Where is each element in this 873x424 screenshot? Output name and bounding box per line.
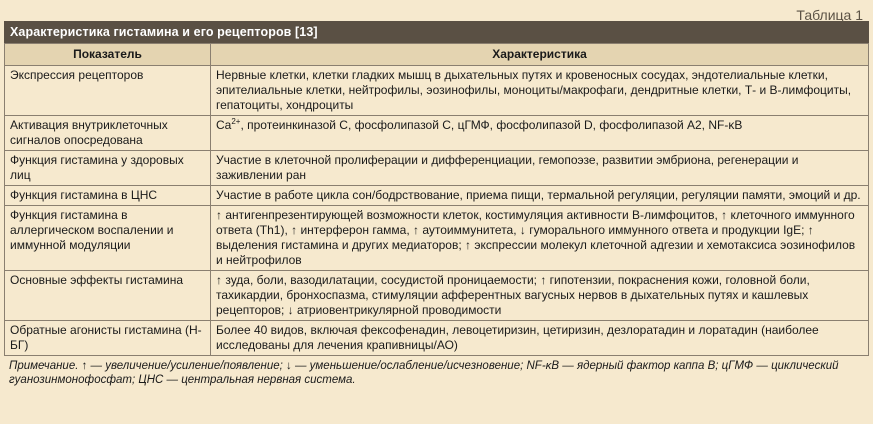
- table-row: [5, 186, 869, 206]
- row-indicator: Функция гистамина у здоровых лиц: [5, 151, 211, 186]
- row-indicator: Функция гистамина в аллергическом воспалении и иммунной модуляции: [5, 206, 211, 271]
- table-number-label: Таблица 1: [796, 7, 863, 23]
- table-footnote: Примечание. ↑ — увеличение/усиление/появление; ↓ — уменьшение/ослабление/исчезновение; NF-κB — ядерный фактор каппа В; цГМФ — циклический гуанозинмонофосфат; ЦНС — центральная нервная система.: [9, 360, 839, 386]
- header-row: [5, 44, 869, 66]
- row-indicator: Активация внутриклеточных сигналов опосредована: [5, 116, 211, 151]
- table-row: [5, 206, 869, 271]
- row-description: Более 40 видов, включая фексофенадин, левоцетиризин, цетиризин, дезлоратадин и лоратадин (наиболее исследованы для лечения крапивницы/АО): [211, 321, 869, 356]
- row-description: Нервные клетки, клетки гладких мышц в дыхательных путях и кровеносных сосудах, эндотелиальные клетки, эпителиальные клетки, нейтрофилы, эозинофилы, моноциты/макрофаги, дендритные клетки, Т- и В-лимфоциты, гепатоциты, хондроциты: [211, 66, 869, 116]
- row-indicator: Экспрессия рецепторов: [5, 66, 211, 116]
- row-description: ↑ антигенпрезентирующей возможности клеток, костимуляция активности В-лимфоцитов, ↑ клеточного иммунного ответа (Th1), ↑ интерферон гамма, ↑ аутоиммунитета, ↓ гуморального иммунного ответа и продукции IgE; ↑ выделения гистамина и других медиаторов; ↑ экспрессии молекул клеточной адгезии и хемотаксиса эозинофилов и нейтрофилов: [211, 206, 869, 271]
- table-row: [5, 271, 869, 321]
- table-row: [5, 151, 869, 186]
- table-row: [5, 116, 869, 151]
- header-indicator: Показатель: [5, 44, 211, 66]
- header-characteristic: Характеристика: [211, 44, 869, 66]
- calcium-charge: 2+: [231, 117, 241, 126]
- row-description: [211, 116, 869, 151]
- row-description: Участие в работе цикла сон/бодрствование, приема пищи, термальной регуляции, регуляции памяти, эмоций и др.: [211, 186, 869, 206]
- characteristics-table: [4, 43, 869, 356]
- calcium-symbol: Ca: [216, 118, 232, 132]
- row-description: ↑ зуда, боли, вазодилатации, сосудистой проницаемости; ↑ гипотензии, покраснения кожи, головной боли, тахикардии, бронхоспазма, стимуляции афферентных вагусных нервов в дыхательных путях и кашлевых рецепторов; ↓ атриовентрикулярной проводимости: [211, 271, 869, 321]
- row-indicator: Функция гистамина в ЦНС: [5, 186, 211, 206]
- row-indicator: Обратные агонисты гистамина (Н-БГ): [5, 321, 211, 356]
- table-row: [5, 321, 869, 356]
- table-row: [5, 66, 869, 116]
- row-description: Участие в клеточной пролиферации и дифференциации, гемопоэзе, развитии эмбриона, регенерации и заживлении ран: [211, 151, 869, 186]
- signal-mediators-text: , протеинкиназой С, фосфолипазой С, цГМФ, фосфолипазой D, фосфолипазой А2, NF-κB: [240, 118, 743, 132]
- table-title: Характеристика гистамина и его рецепторов [13]: [4, 21, 869, 43]
- row-indicator: Основные эффекты гистамина: [5, 271, 211, 321]
